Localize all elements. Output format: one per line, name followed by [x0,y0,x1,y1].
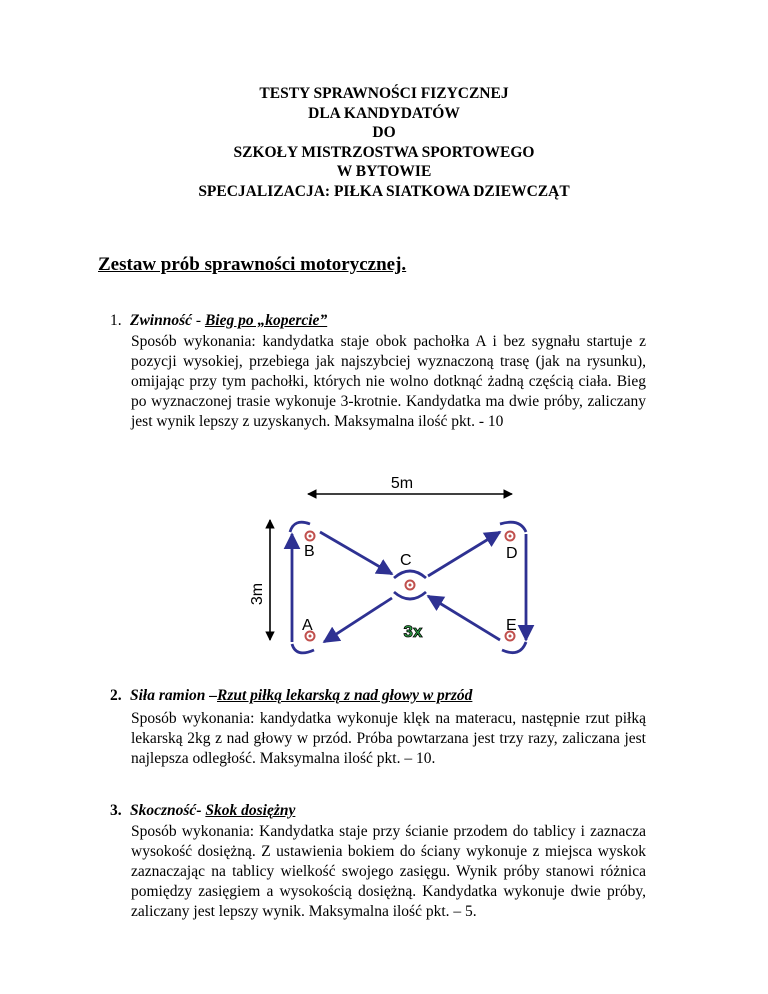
item-separator: - [192,312,205,329]
item-description: Sposób wykonania: Kandydatka staje przy ścianie przodem do tablicy i zaznacza wysokość dosiężną. Z ustawienia bokiem do ściany wykonuje z miejsca wyskok zaznaczając na tablicy wielkość swojego zasięgu. Wynik próby stanowi różnica pomiędzy zasięgiem a wysokością dosiężną. Kandydatka wykonuje dwie próby, zaliczany jest lepszy wynik. Maksymalna ilość pkt. – 5. [131,823,646,920]
title-line: DO [372,124,396,142]
item-heading [110,802,295,820]
cone-icon [506,532,515,541]
item-description: Sposób wykonania: kandydatka wykonuje klęk na materacu, następnie rzut piłką lekarską 2kg z nad głowy w przód. Próba powtarzana jest trzy razy, zaliczana jest najlepsza odległość. Maksymalna ilość pkt. – 10. [131,710,646,767]
item-number: 2. [110,687,122,704]
cone-label: C [400,552,412,569]
turn-arc-b [290,522,310,532]
item-heading [110,312,327,330]
document-title [0,84,768,202]
cone-icon [406,581,415,590]
cone-label: E [506,617,517,634]
item-test-name: Bieg po „kopercie” [204,312,328,329]
width-label: 5m [390,475,414,492]
cone-label: D [506,545,518,562]
turn-arc-a [292,644,314,653]
item-category: Skoczność- [130,802,202,819]
path-c-to-d [428,532,500,576]
height-label: 3m [249,582,266,606]
item-test-name: Rzut piłką lekarską z nad głowy w przód [217,687,473,704]
title-line: W BYTOWIE [336,163,432,181]
cone-icon [306,532,315,541]
item-heading [110,687,472,705]
section-heading: Zestaw prób sprawności motorycznej. [98,254,407,275]
item-category: Siła ramion – [130,687,217,704]
cone-label: A [302,617,313,634]
title-line: TESTY SPRAWNOŚCI FIZYCZNEJ [259,85,509,102]
course-diagram [230,470,550,670]
item-number: 3. [110,802,122,819]
item-description: Sposób wykonania: kandydatka staje obok pachołka A i bez sygnału startuje z pozycji wysokiej, przebiega jak najszybciej wyznaczoną trasę (jak na rysunku), omijając przy tym pachołki, których nie wolno dotknąć żadną częścią ciała. Bieg po wyznaczonej trasie wykonuje 3-krotnie. Kandydatka ma dwie próby, zaliczany jest wynik lepszy z uzyskanych. Maksymalna ilość pkt. - 10 [131,333,646,430]
path-c-to-a [324,598,392,642]
item-test-name: Skok dosiężny [205,802,296,819]
repeat-count-label: 3x [403,622,423,641]
item-category: Zwinność [130,312,193,329]
path-b-to-c [320,532,392,574]
title-line: DLA KANDYDATÓW [308,104,460,122]
title-line: SZKOŁY MISTRZOSTWA SPORTOWEGO [233,143,535,161]
turn-arc-d [500,522,526,532]
item-number: 1. [110,312,122,329]
title-line: SPECJALIZACJA: PIŁKA SIATKOWA DZIEWCZĄT [198,182,570,200]
turn-arc-e [502,642,526,653]
cone-label: B [304,543,315,560]
path-e-to-c [428,596,500,640]
